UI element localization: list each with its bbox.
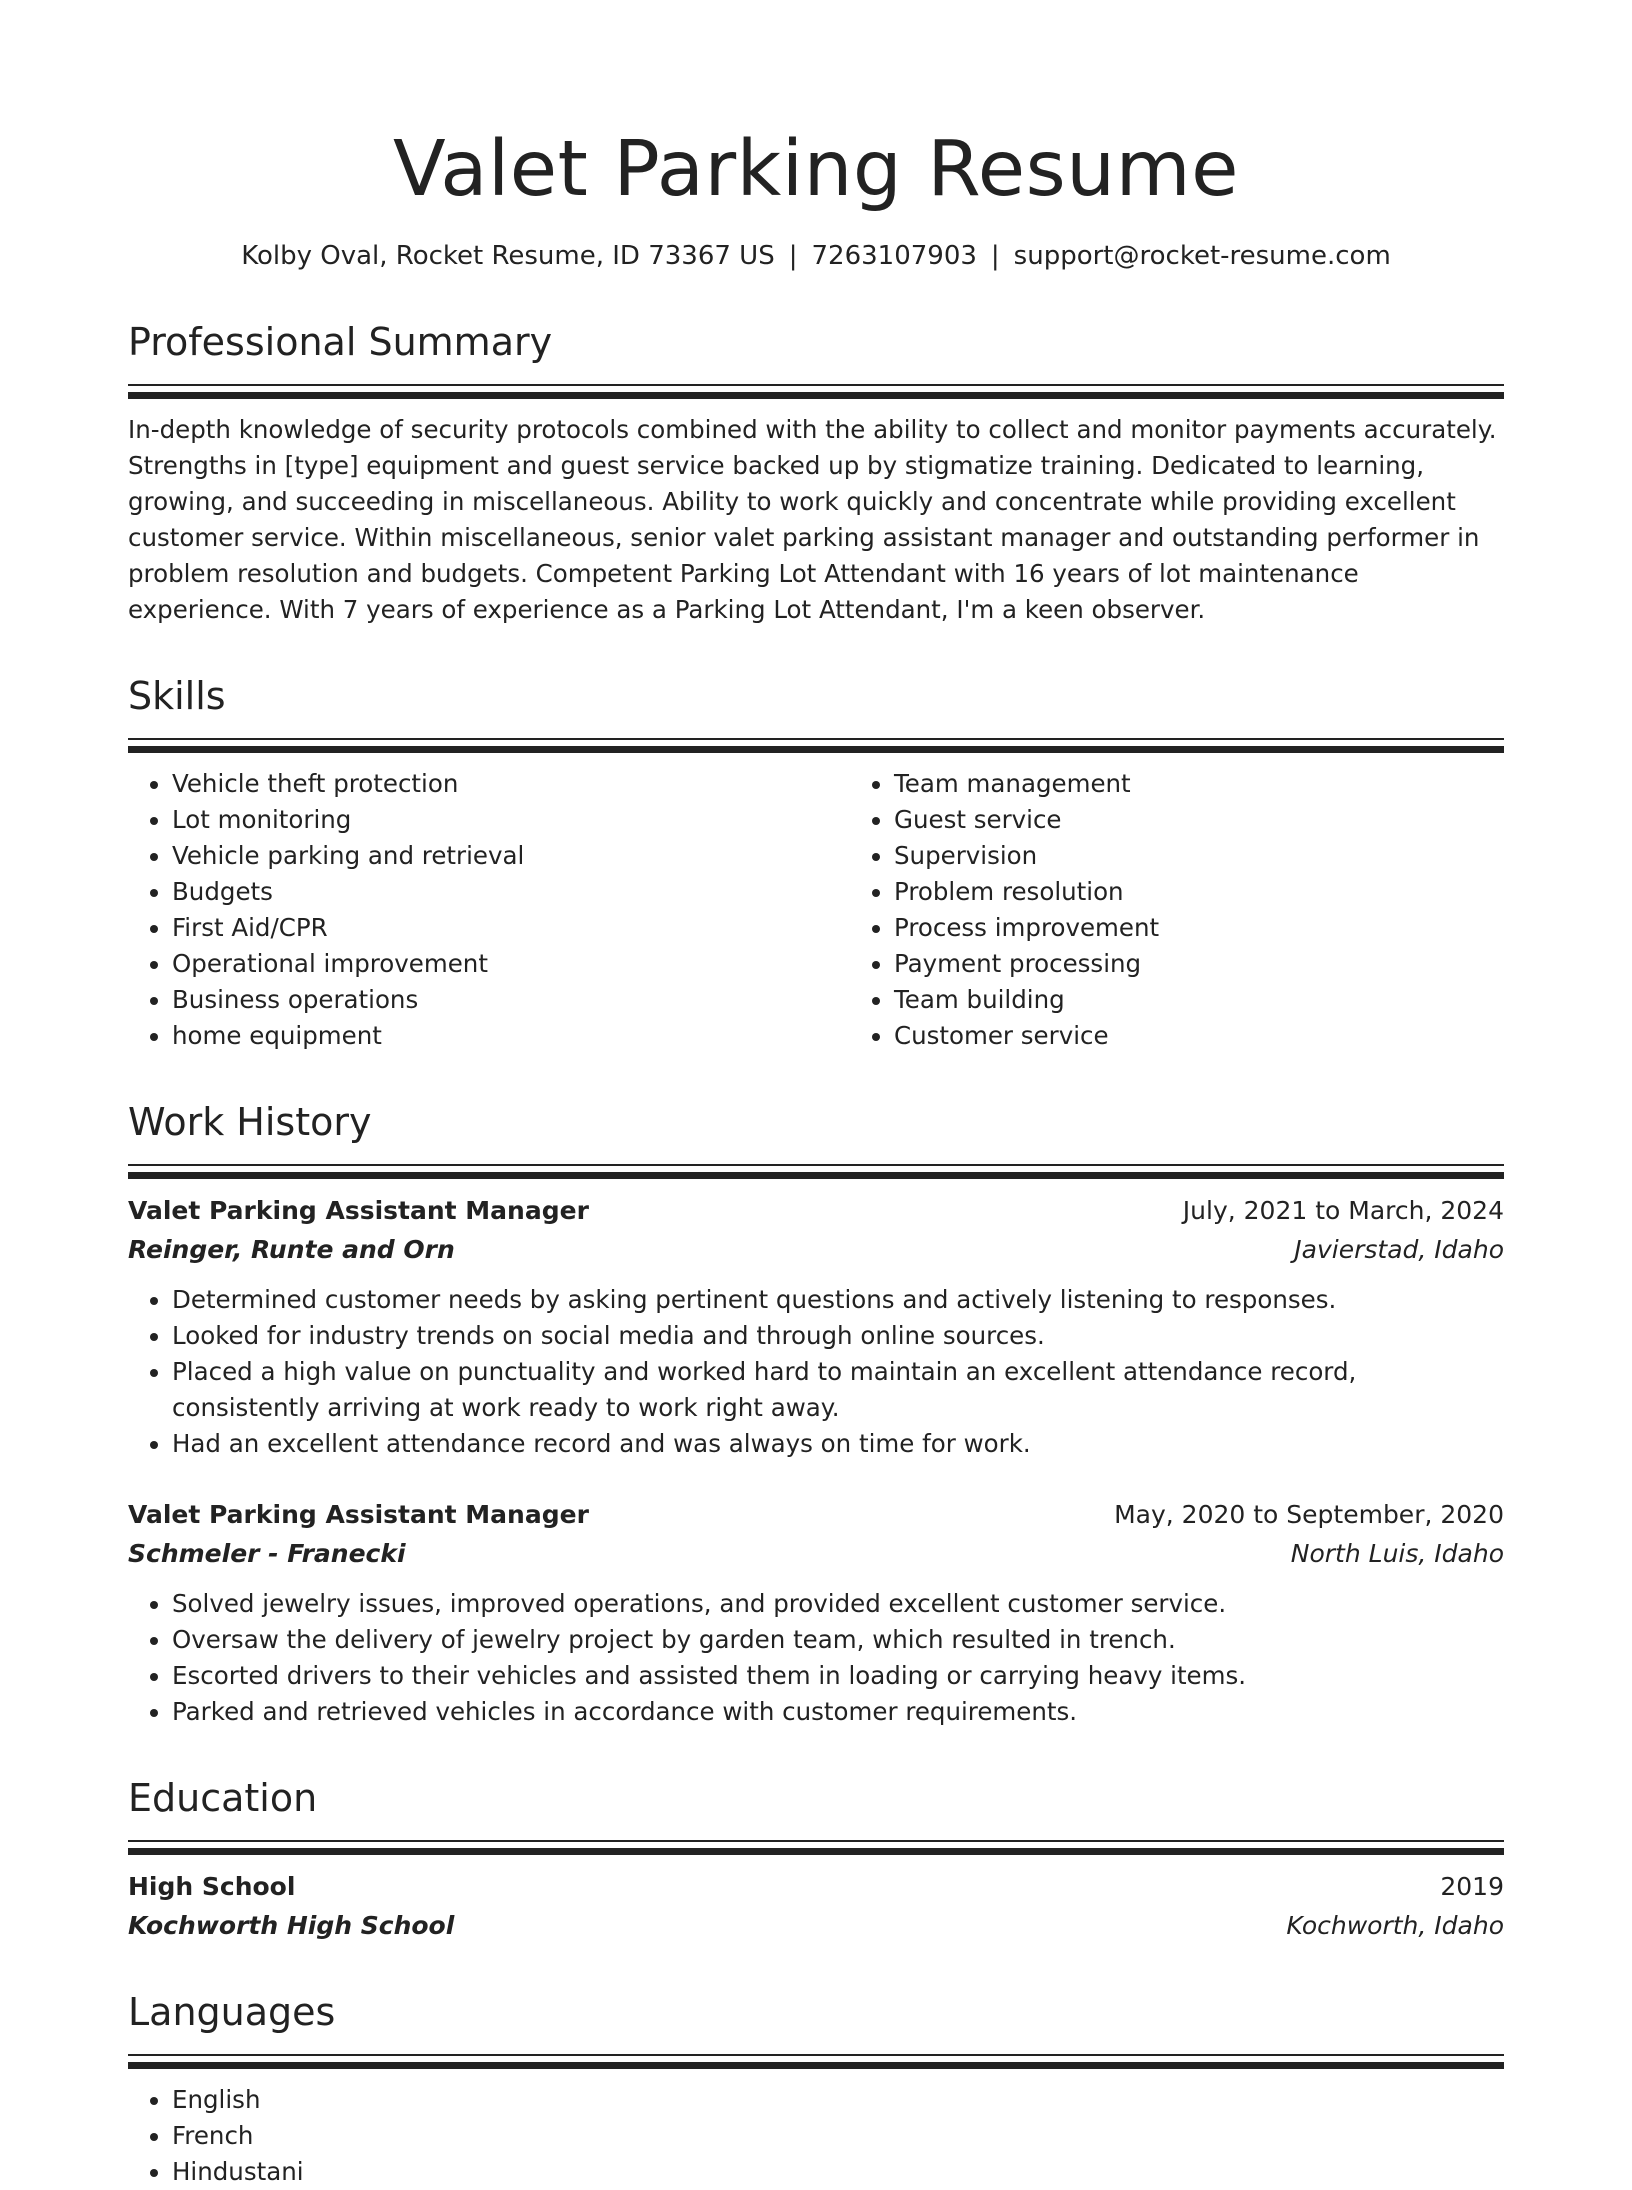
company-name: Reinger, Runte and Orn [128,1235,455,1264]
summary-heading: Professional Summary [128,320,553,364]
contact-separator: | [788,241,798,271]
contact-line [128,238,1504,274]
languages-list [128,2082,1504,2190]
duty-item: • Determined customer needs by asking pertinent questions and actively listening to responses. [172,1282,1504,1318]
graduation-year: 2019 [1440,1872,1504,1901]
section-divider [128,2054,1504,2062]
language-item: • French [172,2118,1504,2154]
skill-item: • Operational improvement [172,946,850,982]
languages-section [128,1990,1504,2190]
page-title: Valet Parking Resume [393,125,1239,214]
school-name: Kochworth High School [128,1911,455,1940]
languages-heading: Languages [128,1990,336,2034]
skill-item: • Vehicle theft protection [172,766,850,802]
job-dates: July, 2021 to March, 2024 [1182,1196,1504,1225]
job-location: Javierstad, Idaho [1294,1235,1504,1264]
contact-email: support@rocket-resume.com [1013,241,1391,271]
duty-item: • Oversaw the delivery of jewelry project by garden team, which resulted in trench. [172,1622,1504,1658]
job-entry [128,1192,1504,1462]
skill-item: • Team building [894,982,1572,1018]
skill-item: • First Aid/CPR [172,910,850,946]
section-divider [128,1164,1504,1172]
job-title: Valet Parking Assistant Manager [128,1500,589,1529]
skill-item: • Business operations [172,982,850,1018]
resume-page [128,120,1504,2190]
duty-item: • Escorted drivers to their vehicles and assisted them in loading or carrying heavy items. [172,1658,1504,1694]
skills-list-right [850,766,1572,1054]
skill-item: • home equipment [172,1018,850,1054]
job-duties [128,1282,1504,1462]
company-name: Schmeler - Franecki [128,1539,406,1568]
school-location: Kochworth, Idaho [1286,1911,1504,1940]
education-section [128,1776,1504,1944]
skill-item: • Process improvement [894,910,1572,946]
skill-item: • Supervision [894,838,1572,874]
job-dates: May, 2020 to September, 2020 [1114,1500,1504,1529]
duty-item: • Looked for industry trends on social media and through online sources. [172,1318,1504,1354]
contact-separator: | [990,241,1000,271]
skill-item: • Payment processing [894,946,1572,982]
section-divider [128,1840,1504,1848]
language-item: • English [172,2082,1504,2118]
contact-address: Kolby Oval, Rocket Resume, ID 73367 US [241,241,775,271]
degree-name: High School [128,1872,296,1901]
duty-item: • Had an excellent attendance record and was always on time for work. [172,1426,1504,1462]
summary-section [128,320,1504,628]
skills-list-left [128,766,850,1054]
section-divider [128,384,1504,392]
section-divider [128,738,1504,746]
skills-section [128,674,1504,1054]
skill-item: • Problem resolution [894,874,1572,910]
job-title: Valet Parking Assistant Manager [128,1196,589,1225]
skill-item: • Vehicle parking and retrieval [172,838,850,874]
duty-item: • Placed a high value on punctuality and worked hard to maintain an excellent attendance record, consistently arriving at work ready to work right away. [172,1354,1504,1426]
skill-item: • Guest service [894,802,1572,838]
job-entry [128,1496,1504,1730]
skills-heading: Skills [128,674,226,718]
skill-item: • Team management [894,766,1572,802]
education-heading: Education [128,1776,318,1820]
work-history-heading: Work History [128,1100,372,1144]
contact-phone: 7263107903 [811,241,977,271]
work-history-section [128,1100,1504,1730]
skill-item: • Customer service [894,1018,1572,1054]
summary-text: In-depth knowledge of security protocols combined with the ability to collect and monitor payments accurately. Strengths in [type] equipment and guest service backed up by stigmatize training. Dedicated to learning, growing, and succeeding in miscellaneous. Ability to work quickly and concentrate while providing excellent customer service. Within miscellaneous, senior valet parking assistant manager and outstanding performer in problem resolution and budgets. Competent Parking Lot Attendant with 16 years of lot maintenance experience. With 7 years of experience as a Parking Lot Attendant, I'm a keen observer. [128,415,1497,624]
skill-item: • Budgets [172,874,850,910]
duty-item: • Parked and retrieved vehicles in accordance with customer requirements. [172,1694,1504,1730]
duty-item: • Solved jewelry issues, improved operations, and provided excellent customer service. [172,1586,1504,1622]
job-duties [128,1586,1504,1730]
skill-item: • Lot monitoring [172,802,850,838]
language-item: • Hindustani [172,2154,1504,2190]
job-location: North Luis, Idaho [1290,1539,1504,1568]
